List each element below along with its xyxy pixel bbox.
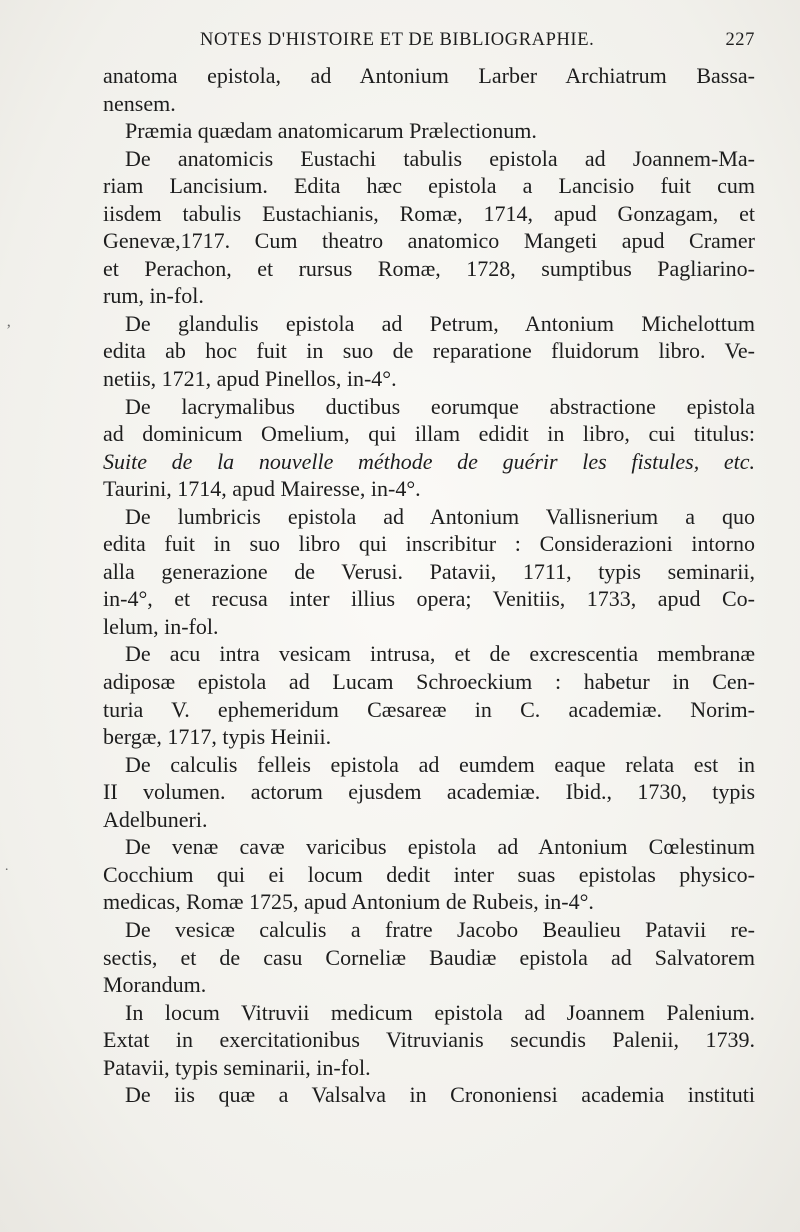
- text-line: Adelbuneri.: [103, 806, 208, 832]
- text-line: iisdem tabulis Eustachianis, Romæ, 1714, apud Gonzagam, et: [103, 200, 755, 226]
- text-line: De acu intra vesicam intrusa, et de excrescentia membranæ: [125, 641, 755, 667]
- text-line: Extat in exercitationibus Vitruvianis secundis Palenii, 1739.: [103, 1027, 755, 1053]
- text-line: medicas, Romæ 1725, apud Antonium de Rubeis, in-4°.: [103, 889, 594, 915]
- text-line: De lacrymalibus ductibus eorumque abstractione epistola: [125, 393, 755, 419]
- page-number: 227: [725, 30, 755, 50]
- text-line: edita ab hoc fuit in suo de reparatione fluidorum libro. Ve-: [103, 338, 755, 364]
- margin-tick-mark: ˙: [4, 866, 10, 883]
- text-line: bergæ, 1717, typis Heinii.: [103, 724, 332, 750]
- text-line: netiis, 1721, apud Pinellos, in-4°.: [103, 366, 397, 392]
- text-line: nensem.: [103, 90, 176, 116]
- text-line: Suite de la nouvelle méthode de guérir les fistules, etc.: [103, 448, 755, 474]
- text-line: adiposæ epistola ad Lucam Schroeckium : habetur in Cen-: [103, 669, 755, 695]
- text-line: Patavii, typis seminarii, in-fol.: [103, 1054, 371, 1080]
- text-line: De venæ cavæ varicibus epistola ad Antonium Cœlestinum: [125, 834, 755, 860]
- margin-tick-mark: ʼ: [6, 322, 12, 339]
- text-line: edita fuit in suo libro qui inscribitur : Considerazioni intorno: [103, 531, 755, 557]
- text-line: lelum, in-fol.: [103, 613, 219, 639]
- text-line: De anatomicis Eustachi tabulis epistola ad Joannem-Ma-: [125, 145, 755, 171]
- text-line: turia V. ephemeridum Cæsareæ in C. academiæ. Norim-: [103, 696, 755, 722]
- text-line: In locum Vitruvii medicum epistola ad Joannem Palenium.: [125, 999, 755, 1025]
- text-line: De lumbricis epistola ad Antonium Vallisnerium a quo: [125, 503, 755, 529]
- text-line: ad dominicum Omelium, qui illam edidit in libro, cui titulus:: [103, 421, 755, 447]
- text-line: in-4°, et recusa inter illius opera; Venitiis, 1733, apud Co-: [103, 586, 755, 612]
- text-line: II volumen. actorum ejusdem academiæ. Ibid., 1730, typis: [103, 779, 755, 805]
- text-line: De iis quæ a Valsalva in Crononiensi academia instituti: [125, 1082, 755, 1108]
- running-title: NOTES D'HISTOIRE ET DE BIBLIOGRAPHIE.: [200, 30, 595, 50]
- text-line: et Perachon, et rursus Romæ, 1728, sumptibus Pagliarino-: [103, 255, 755, 281]
- text-line: Morandum.: [103, 972, 207, 998]
- text-line: De glandulis epistola ad Petrum, Antonium Michelottum: [125, 310, 755, 336]
- text-line: Taurini, 1714, apud Mairesse, in-4°.: [103, 476, 421, 502]
- text-line: riam Lancisium. Edita hæc epistola a Lancisio fuit cum: [103, 173, 755, 199]
- body-text: [103, 62, 755, 1109]
- text-line: alla generazione de Verusi. Patavii, 1711, typis seminarii,: [103, 558, 755, 584]
- text-line: De calculis felleis epistola ad eumdem eaque relata est in: [125, 751, 755, 777]
- page-header: [200, 30, 755, 58]
- text-line: Cocchium qui ei locum dedit inter suas epistolas physico-: [103, 861, 755, 887]
- text-line: Præmia quædam anatomicarum Prælectionum.: [125, 118, 537, 144]
- text-line: De vesicæ calculis a fratre Jacobo Beaulieu Patavii re-: [125, 916, 755, 942]
- text-line: rum, in-fol.: [103, 283, 204, 309]
- text-line: anatoma epistola, ad Antonium Larber Archiatrum Bassa-: [103, 63, 755, 88]
- text-line: sectis, et de casu Corneliæ Baudiæ epistola ad Salvatorem: [103, 944, 755, 970]
- text-line: Genevæ,1717. Cum theatro anatomico Mangeti apud Cramer: [103, 228, 755, 254]
